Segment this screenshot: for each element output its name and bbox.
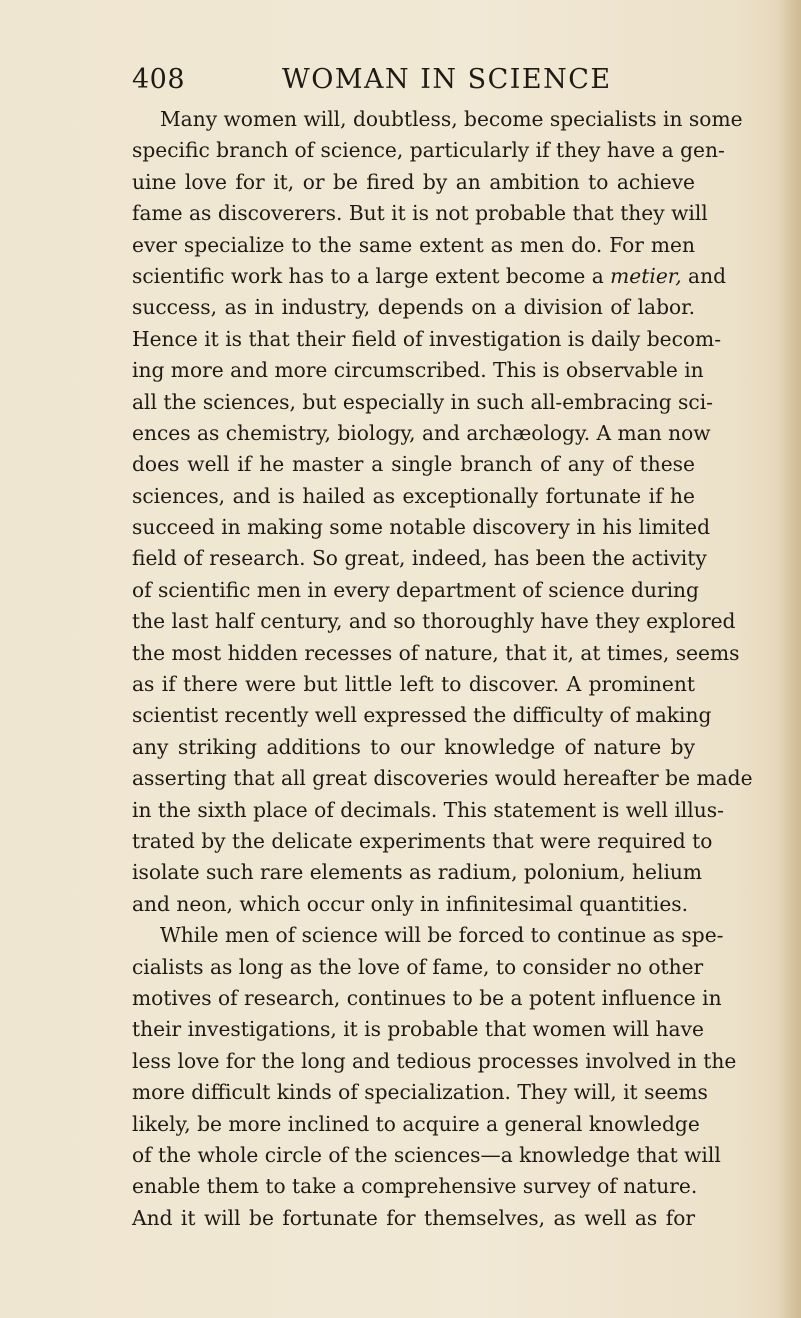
text-line: the most hidden recesses of nature, that it, at times, seems xyxy=(132,640,740,665)
text-line: cialists as long as the love of fame, to consider no other xyxy=(132,954,704,979)
text-line: their investigations, it is probable that women will have xyxy=(132,1017,704,1042)
text-line: fame as discoverers. But it is not probable that they will xyxy=(132,201,708,226)
text-line: as if there were but little left to discover. A prominent xyxy=(132,672,695,697)
text-line: does well if he master a single branch of any of these xyxy=(132,452,695,477)
text-line: scientist recently well expressed the difficulty of making xyxy=(132,703,712,728)
text-line: succeed in making some notable discovery in his limited xyxy=(132,515,710,540)
page-number: 408 xyxy=(132,64,186,95)
text-line: trated by the delicate experiments that were required to xyxy=(132,828,713,853)
text-line: in the sixth place of decimals. This statement is well illus- xyxy=(132,797,724,822)
text-line: specific branch of science, particularly if they have a gen- xyxy=(132,138,725,163)
text-line: sciences, and is hailed as exceptionally fortunate if he xyxy=(132,483,695,508)
text-line: more difficult kinds of specialization. They will, it seems xyxy=(132,1080,708,1105)
text-line: While men of science will be forced to continue as spe- xyxy=(160,923,724,948)
page-edge-shadow xyxy=(777,0,801,1318)
text-line: ing more and more circumscribed. This is observable in xyxy=(132,358,704,383)
running-head: WOMAN IN SCIENCE xyxy=(282,64,612,95)
text-line: And it will be fortunate for themselves, as well as for xyxy=(132,1205,695,1230)
text-line: uine love for it, or be fired by an ambition to achieve xyxy=(132,169,695,194)
text-line: Hence it is that their field of investigation is daily becom- xyxy=(132,326,722,351)
text-line: any striking additions to our knowledge of nature by xyxy=(132,734,695,759)
text-line: of scientific men in every department of science during xyxy=(132,577,699,602)
page-header xyxy=(132,60,695,100)
text-line: success, as in industry, depends on a division of labor. xyxy=(132,295,695,320)
text-line: field of research. So great, indeed, has been the activity xyxy=(132,546,707,571)
text-line: ever specialize to the same extent as men do. For men xyxy=(132,232,695,257)
text-line: isolate such rare elements as radium, polonium, helium xyxy=(132,860,703,885)
text-line: asserting that all great discoveries would hereafter be made xyxy=(132,766,753,791)
text-line: scientific work has to a large extent become a metier, and xyxy=(132,263,727,288)
text-line: less love for the long and tedious processes involved in the xyxy=(132,1048,737,1073)
text-line: all the sciences, but especially in such all-embracing sci- xyxy=(132,389,714,414)
text-line: likely, be more inclined to acquire a general knowledge xyxy=(132,1111,700,1136)
text-line: motives of research, continues to be a potent influence in xyxy=(132,985,722,1010)
text-line: of the whole circle of the sciences—a knowledge that will xyxy=(132,1142,721,1167)
text-line: the last half century, and so thoroughly have they explored xyxy=(132,609,736,634)
text-line: enable them to take a comprehensive survey of nature. xyxy=(132,1174,698,1199)
text-line: Many women will, doubtless, become specialists in some xyxy=(160,107,743,131)
text-line: and neon, which occur only in infinitesimal quantities. xyxy=(132,891,689,916)
body-text xyxy=(132,104,753,1234)
text-line: ences as chemistry, biology, and archæology. A man now xyxy=(132,420,711,445)
